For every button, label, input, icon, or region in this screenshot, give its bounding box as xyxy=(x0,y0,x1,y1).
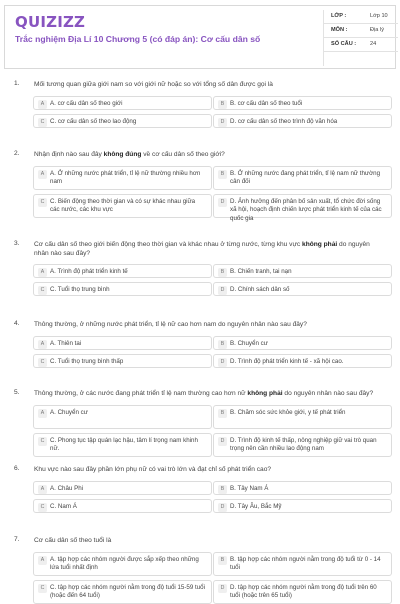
option-text: B. Chuyển cư xyxy=(230,340,268,347)
answer-option-d[interactable] xyxy=(213,194,392,222)
answer-option-c[interactable] xyxy=(33,354,212,368)
meta-table xyxy=(323,10,397,66)
meta-value: Địa lý xyxy=(370,27,384,33)
question-text xyxy=(34,80,386,89)
option-text: D. Trình độ phát triển kinh tế - xã hội cao. xyxy=(230,358,344,365)
option-letter-badge: C xyxy=(38,286,47,295)
option-letter-badge: D xyxy=(218,198,227,207)
option-letter-badge: A xyxy=(38,409,47,418)
document-title: Trắc nghiệm Địa Lí 10 Chương 5 (có đáp án): Cơ cấu dân số xyxy=(15,34,261,44)
option-letter-badge: C xyxy=(38,358,47,367)
answer-option-c[interactable] xyxy=(33,433,212,457)
option-letter-badge: D xyxy=(218,503,227,512)
quizizz-logo: QUIZIZZ xyxy=(15,13,86,31)
option-letter-badge: B xyxy=(218,100,227,109)
question-number: 5. xyxy=(14,389,20,396)
meta-row-class xyxy=(324,10,398,24)
meta-row-question-count xyxy=(324,38,398,52)
option-text: C. Nam Á xyxy=(50,503,77,510)
option-text: A. Chuyển cư xyxy=(50,409,88,416)
question-text xyxy=(34,320,386,329)
option-text: A. tập hợp các nhóm người được sắp xếp theo những lứa tuổi nhất định xyxy=(50,556,199,572)
option-text: B. tập hợp các nhóm người nằm trong độ tuổi từ 0 - 14 tuổi xyxy=(230,556,381,572)
answer-option-b[interactable] xyxy=(213,481,392,495)
question-number: 7. xyxy=(14,536,20,543)
answer-option-c[interactable] xyxy=(33,282,212,296)
answer-option-c[interactable] xyxy=(33,114,212,128)
option-text: C. cơ cấu dân số theo lao động xyxy=(50,118,137,125)
question-text xyxy=(34,240,386,258)
option-text: D. Ảnh hưởng đến phân bố sản xuất, tổ chức đời sống xã hội, hoạch định chiến lược phát triển kinh tế của các quốc gia xyxy=(230,198,382,222)
question-text-part: do nguyên nhân nào sau đây? xyxy=(282,390,374,397)
answer-option-b[interactable] xyxy=(213,336,392,350)
option-letter-badge: C xyxy=(38,198,47,207)
answer-option-d[interactable] xyxy=(213,114,392,128)
question-number: 4. xyxy=(14,320,20,327)
option-letter-badge: A xyxy=(38,556,47,565)
option-letter-badge: A xyxy=(38,170,47,179)
question-number: 2. xyxy=(14,150,20,157)
question-text xyxy=(34,465,386,474)
answer-option-b[interactable] xyxy=(213,96,392,110)
option-text: D. tập hợp các nhóm người nằm trong độ tuổi trên 60 tuổi (hoặc trên 65 tuổi) xyxy=(230,584,377,600)
option-letter-badge: A xyxy=(38,268,47,277)
option-letter-badge: D xyxy=(218,358,227,367)
answer-option-c[interactable] xyxy=(33,499,212,513)
option-text: A. Trình độ phát triển kinh tế xyxy=(50,268,128,275)
meta-key: LỚP : xyxy=(331,13,347,19)
option-text: D. Chính sách dân số xyxy=(230,286,290,293)
option-letter-badge: C xyxy=(38,584,47,593)
option-text: B. Tây Nam Á xyxy=(230,485,269,492)
option-letter-badge: A xyxy=(38,340,47,349)
option-letter-badge: B xyxy=(218,409,227,418)
meta-key: SỐ CÂU : xyxy=(331,41,357,47)
option-letter-badge: C xyxy=(38,503,47,512)
answer-option-b[interactable] xyxy=(213,264,392,278)
meta-value: Lớp 10 xyxy=(370,13,388,19)
option-letter-badge: C xyxy=(38,437,47,446)
option-letter-badge: B xyxy=(218,340,227,349)
question-text xyxy=(34,150,386,159)
question-text xyxy=(34,389,386,398)
option-text: B. Ở những nước đang phát triển, tỉ lệ nam nữ thường cân đối xyxy=(230,170,381,186)
answer-option-d[interactable] xyxy=(213,433,392,457)
answer-option-c[interactable] xyxy=(33,580,212,604)
option-text: B. cơ cấu dân số theo tuổi xyxy=(230,100,303,107)
answer-option-c[interactable] xyxy=(33,194,212,218)
option-text: B. Chiến tranh, tai nạn xyxy=(230,268,292,275)
answer-option-d[interactable] xyxy=(213,580,392,604)
meta-value: 24 xyxy=(370,41,377,47)
answer-option-d[interactable] xyxy=(213,354,392,368)
option-text: A. Thiên tai xyxy=(50,340,82,347)
option-text: C. Tuổi thọ trung bình thấp xyxy=(50,358,124,365)
answer-option-b[interactable] xyxy=(213,166,392,190)
option-text: A. cơ cấu dân số theo giới xyxy=(50,100,123,107)
option-letter-badge: A xyxy=(38,485,47,494)
option-text: D. Tây Âu, Bắc Mỹ xyxy=(230,503,282,510)
option-letter-badge: D xyxy=(218,286,227,295)
option-text: C. Phong tục tập quán lạc hậu, tâm lí trọng nam khinh nữ. xyxy=(50,437,198,453)
question-text-part: về cơ cấu dân số theo giới? xyxy=(141,151,225,158)
option-text: C. tập hợp các nhóm người nằm trong độ tuổi 15-59 tuổi (hoặc đến 64 tuổi) xyxy=(50,584,206,600)
question-text-emphasis: không đúng xyxy=(103,151,142,158)
option-text: D. Trình độ kinh tế thấp, nông nghiệp giữ vai trò quan trọng nên cần nhiều lao động nam xyxy=(230,437,377,453)
question-text-part: do nguyên nhân nào sau đây? xyxy=(34,241,370,257)
question-text-part: Khu vực nào sau đây phần lớn phụ nữ có vai trò lớn và đạt chỉ số phát triển cao? xyxy=(34,466,272,473)
answer-option-a[interactable] xyxy=(33,264,212,278)
answer-option-d[interactable] xyxy=(213,282,392,296)
question-text xyxy=(34,536,386,545)
question-text-part: Thông thường, ở những nước phát triển, tỉ lệ nữ cao hơn nam do nguyên nhân nào sau đây? xyxy=(34,321,307,328)
option-text: A. Châu Phi xyxy=(50,485,84,492)
question-number: 3. xyxy=(14,240,20,247)
question-text-emphasis: không phải xyxy=(302,241,338,248)
option-text: D. cơ cấu dân số theo trình độ văn hóa xyxy=(230,118,338,125)
option-text: C. Tuổi thọ trung bình xyxy=(50,286,110,293)
meta-row-subject xyxy=(324,24,398,38)
answer-option-a[interactable] xyxy=(33,405,212,429)
option-letter-badge: A xyxy=(38,100,47,109)
answer-option-a[interactable] xyxy=(33,552,212,576)
option-text: B. Chăm sóc sức khỏe giới, y tế phát triển xyxy=(230,409,346,416)
question-text-part: Mối tương quan giữa giới nam so với giới nữ hoặc so với tổng số dân được gọi là xyxy=(34,81,273,88)
meta-row-empty xyxy=(324,52,398,66)
answer-option-a[interactable] xyxy=(33,336,212,350)
option-letter-badge: D xyxy=(218,118,227,127)
answer-option-a[interactable] xyxy=(33,481,212,495)
answer-option-a[interactable] xyxy=(33,96,212,110)
meta-key: MÔN : xyxy=(331,27,348,33)
option-letter-badge: B xyxy=(218,268,227,277)
answer-option-b[interactable] xyxy=(213,552,392,576)
document-header xyxy=(4,5,396,69)
question-text-part: Cơ cấu dân số theo giới biến động theo thời gian và khác nhau ở từng nước, từng khu vực xyxy=(34,241,303,248)
question-text-part: Cơ cấu dân số theo tuổi là xyxy=(34,537,112,544)
option-letter-badge: C xyxy=(38,118,47,127)
question-number: 1. xyxy=(14,80,20,87)
option-letter-badge: B xyxy=(218,556,227,565)
question-text-part: Thông thường, ở các nước đang phát triển tỉ lệ nam thường cao hơn nữ xyxy=(34,390,248,397)
option-text: A. Ở những nước phát triển, tỉ lệ nữ thường nhiều hơn nam xyxy=(50,170,201,186)
option-letter-badge: D xyxy=(218,437,227,446)
option-letter-badge: B xyxy=(218,485,227,494)
question-text-part: Nhận định nào sau đây xyxy=(34,151,104,158)
answer-option-a[interactable] xyxy=(33,166,212,190)
question-text-emphasis: không phải xyxy=(247,390,283,397)
option-letter-badge: B xyxy=(218,170,227,179)
answer-option-d[interactable] xyxy=(213,499,392,513)
option-text: C. Biến động theo thời gian và có sự khác nhau giữa các nước, các khu vực xyxy=(50,198,196,214)
option-letter-badge: D xyxy=(218,584,227,593)
answer-option-b[interactable] xyxy=(213,405,392,429)
question-number: 6. xyxy=(14,465,20,472)
